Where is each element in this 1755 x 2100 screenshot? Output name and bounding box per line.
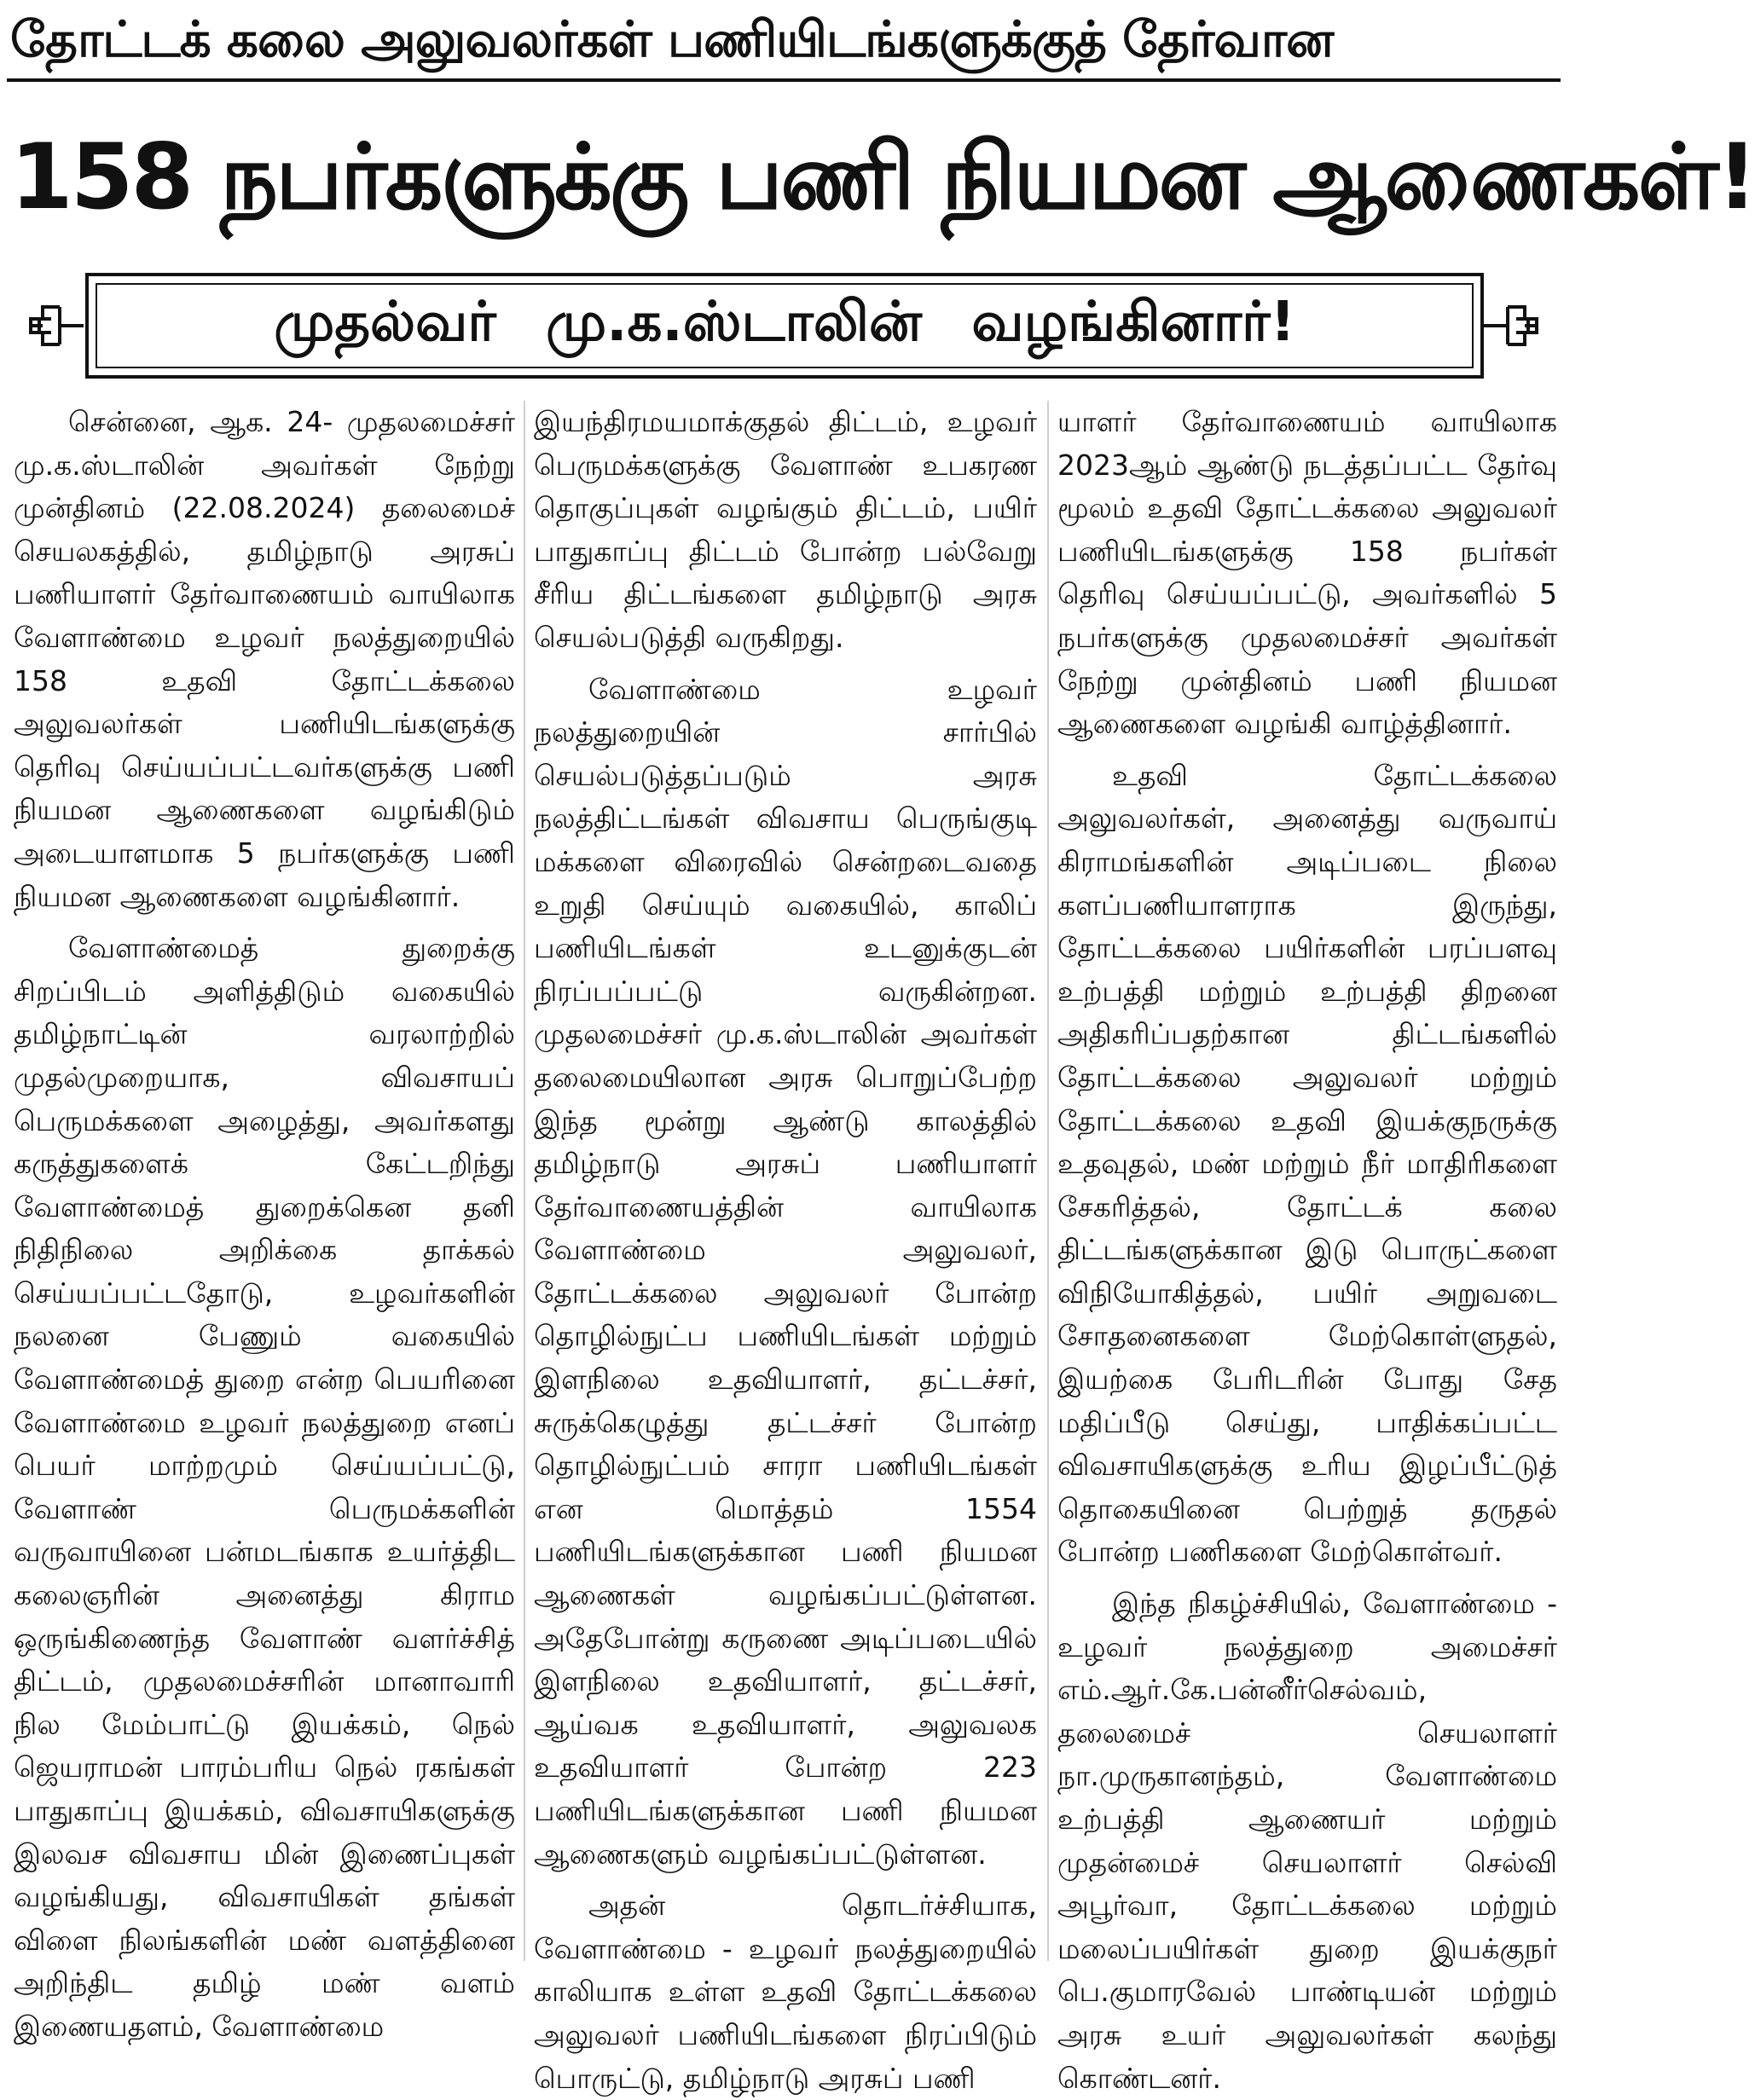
article-paragraph: வேளாண்மைத் துறைக்கு சிறப்பிடம் அளித்திடும் வகையில் தமிழ்நாட்டின் வரலாற்றில் முதல்முறையாக, விவசாயப் பெருமக்களை அழைத்து, அவர்களது கருத்துகளைக் கேட்டறிந்து வேளாண்மைத் துறைக்கென தனி நிதிநிலை அறிக்கை தாக்கல் செய்யப்பட்டதோடு, உழவர்களின் நலனை பேணும் வகையில் வேளாண்மைத் துறை என்ற பெயரினை வேளாண்மை உழவர் நலத்துறை எனப் பெயர் மாற்றமும் செய்யப்பட்டு, வேளாண் பெருமக்களின் வருவாயினை பன்மடங்காக உயர்த்திட கலைஞரின் அனைத்து கிராம ஒருங்கிணைந்த வேளாண் வளர்ச்சித் திட்டம், முதலமைச்சரின் மானாவாரி நில மேம்பாட்டு இயக்கம், நெல் ஜெயராமன் பாரம்பரிய நெல் ரகங்கள் பாதுகாப்பு இயக்கம், விவசாயிகளுக்கு இலவச விவசாய மின் இணைப்புகள் வழங்கியது, விவசாயிகள் தங்கள் விளை நிலங்களின் மண் வளத்தினை அறிந்திட தமிழ் மண் வளம் இணையதளம், வேளாண்மை	[14, 931, 515, 2043]
right-ornament-icon	[1482, 281, 1542, 370]
article-paragraph: யாளர் தேர்வாணையம் வாயிலாக 2023ஆம் ஆண்டு நடத்தப்பட்ட தேர்வு மூலம் உதவி தோட்டக்கலை அலுவலர் பணியிடங்களுக்கு 158 நபர்கள் தெரிவு செய்யப்பட்டு, அவர்களில் 5 நபர்களுக்கு முதலமைச்சர் அவர்கள் நேற்று முன்தினம் பணி நியமன ஆணைகளை வழங்கி வாழ்த்தினார்.	[1057, 405, 1557, 741]
article-paragraph: வேளாண்மை உழவர் நலத்துறையின் சார்பில் செயல்படுத்தப்படும் அரசு நலத்திட்டங்கள் விவசாய பெருங்குடி மக்களை விரைவில் சென்றடைவதை உறுதி செய்யும் வகையில், காலிப் பணியிடங்கள் உடனுக்குடன் நிரப்பப்பட்டு வருகின்றன. முதலமைச்சர் மு.க.ஸ்டாலின் அவர்கள் தலைமையிலான அரசு பொறுப்பேற்ற இந்த மூன்று ஆண்டு காலத்தில் தமிழ்நாடு அரசுப் பணியாளர் தேர்வாணையத்தின் வாயிலாக வேளாண்மை அலுவலர், தோட்டக்கலை அலுவலர் போன்ற தொழில்நுட்ப பணியிடங்கள் மற்றும் இளநிலை உதவியாளர், தட்டச்சர், சுருக்கெழுத்து தட்டச்சர் போன்ற தொழில்நுட்பம் சாரா பணியிடங்கள் என மொத்தம் 1554 பணியிடங்களுக்கான பணி நியமன ஆணைகள் வழங்கப்பட்டுள்ளன. அதேபோன்று கருணை அடிப்படையில் இளநிலை உதவியாளர், தட்டச்சர், ஆய்வக உதவியாளர், அலுவலக உதவியாளர் போன்ற 223 பணியிடங்களுக்கான பணி நியமன ஆணைகளும் வழங்கப்பட்டுள்ளன.	[534, 672, 1037, 1871]
article-paragraph: இயந்திரமயமாக்குதல் திட்டம், உழவர் பெருமக்களுக்கு வேளாண் உபகரண தொகுப்புகள் வழங்கும் திட்டம், பயிர் பாதுகாப்பு திட்டம் போன்ற பல்வேறு சீரிய திட்டங்களை தமிழ்நாடு அரசு செயல்படுத்தி வருகிறது.	[534, 405, 1037, 654]
column-divider	[1047, 401, 1049, 1961]
subhead-frame	[85, 273, 1484, 379]
article-headline: 158 நபர்களுக்கு பணி நியமன ஆணைகள்!	[10, 124, 1755, 229]
article-paragraph: சென்னை, ஆக. 24- முதலமைச்சர் மு.க.ஸ்டாலின் அவர்கள் நேற்று முன்தினம் (22.08.2024) தலைமைச் செயலகத்தில், தமிழ்நாடு அரசுப் பணியாளர் தேர்வாணையம் வாயிலாக வேளாண்மை உழவர் நலத்துறையில் 158 உதவி தோட்டக்கலை அலுவலர்கள் பணியிடங்களுக்கு தெரிவு செய்யப்பட்டவர்களுக்கு பணி நியமன ஆணைகளை வழங்கிடும் அடையாளமாக 5 நபர்களுக்கு பணி நியமன ஆணைகளை வழங்கினார்.	[14, 405, 515, 913]
article-paragraph: உதவி தோட்டக்கலை அலுவலர்கள், அனைத்து வருவாய் கிராமங்களின் அடிப்படை நிலை களப்பணியாளராக இருந்து, தோட்டக்கலை பயிர்களின் பரப்பளவு உற்பத்தி மற்றும் உற்பத்தி திறனை அதிகரிப்பதற்கான திட்டங்களில் தோட்டக்கலை அலுவலர் மற்றும் தோட்டக்கலை உதவி இயக்குநருக்கு உதவுதல், மண் மற்றும் நீர் மாதிரிகளை சேகரித்தல், தோட்டக் கலை திட்டங்களுக்கான இடு பொருட்களை விநியோகித்தல், பயிர் அறுவடை சோதனைகளை மேற்கொள்ளுதல், இயற்கை பேரிடரின் போது சேத மதிப்பீடு செய்து, பாதிக்கப்பட்ட விவசாயிகளுக்கு உரிய இழப்பீட்டுத் தொகையினை பெற்றுத் தருதல் போன்ற பணிகளை மேற்கொள்வர்.	[1057, 758, 1557, 1569]
left-ornament-icon	[26, 281, 85, 370]
article-paragraph: அதன் தொடர்ச்சியாக, வேளாண்மை - உழவர் நலத்துறையில் காலியாக உள்ள உதவி தோட்டக்கலை அலுவலர் பணியிடங்களை நிரப்பிடும் பொருட்டு, தமிழ்நாடு அரசுப் பணி	[534, 1889, 1037, 2095]
article-paragraph: இந்த நிகழ்ச்சியில், வேளாண்மை - உழவர் நலத்துறை அமைச்சர் எம்.ஆர்.கே.பன்னீர்செல்வம், தலைமைச் செயலாளர் நா.முருகானந்தம், வேளாண்மை உற்பத்தி ஆணையர் மற்றும் முதன்மைச் செயலாளர் செல்வி அபூர்வா, தோட்டக்கலை மற்றும் மலைப்பயிர்கள் துறை இயக்குநர் பெ.குமாரவேல் பாண்டியன் மற்றும் அரசு உயர் அலுவலர்கள் கலந்து கொண்டனர்.	[1057, 1587, 1557, 2095]
article-subhead: முதல்வர் மு.க.ஸ்டாலின் வழங்கினார்!	[274, 291, 1295, 354]
article-kicker: தோட்டக் கலை அலுவலர்கள் பணியிடங்களுக்குத் தேர்வான	[10, 10, 1334, 68]
article-column-1	[14, 401, 515, 2043]
column-divider	[524, 401, 525, 1961]
kicker-divider	[7, 78, 1561, 82]
article-column-3	[1057, 401, 1557, 2095]
article-column-2	[534, 401, 1037, 2095]
